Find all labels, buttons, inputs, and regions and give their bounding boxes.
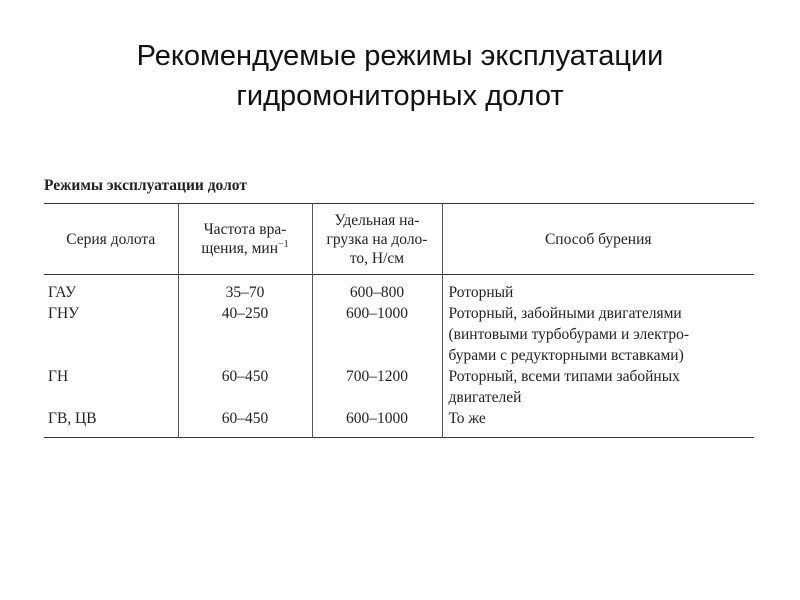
cell-series: ГАУ xyxy=(48,284,77,301)
cell-method xyxy=(442,275,754,304)
cell-method xyxy=(442,366,754,408)
table-body xyxy=(44,275,754,438)
cell-series: ГН xyxy=(48,368,69,385)
cell-method-line: То же xyxy=(448,410,486,427)
cell-load: 600–1000 xyxy=(312,303,442,366)
table-header xyxy=(44,204,754,275)
header-load-line-3: то, Н/см xyxy=(349,249,405,267)
cell-rotation: 40–250 xyxy=(178,303,312,366)
table-row xyxy=(44,366,754,408)
table-row xyxy=(44,408,754,438)
header-series-label: Серия долота xyxy=(66,230,156,248)
header-load-line-2: грузка на доло- xyxy=(326,230,428,248)
header-load xyxy=(312,204,442,275)
header-rotation xyxy=(178,204,312,275)
header-load-line-1: Удельная на- xyxy=(334,211,420,229)
cell-method-line: (винтовыми турбобурами и электро- xyxy=(448,326,690,343)
cell-method-line: Роторный, забойными двигателями xyxy=(448,305,682,322)
cell-load: 700–1200 xyxy=(312,366,442,408)
header-method xyxy=(442,204,754,275)
cell-method-line: бурами с редукторными вставками) xyxy=(448,347,684,364)
cell-series: ГНУ xyxy=(48,305,80,322)
cell-load: 600–800 xyxy=(312,275,442,304)
header-rotation-unit-exponent: −1 xyxy=(278,238,289,250)
table-header-row xyxy=(44,204,754,275)
cell-rotation: 60–450 xyxy=(178,366,312,408)
cell-method xyxy=(442,408,754,438)
header-rotation-line-2: щения, мин xyxy=(201,240,279,257)
header-method-label: Способ бурения xyxy=(544,230,652,248)
cell-method-line: двигателей xyxy=(448,389,522,406)
slide-title-line-1: Рекомендуемые режимы эксплуатации xyxy=(136,40,664,72)
table-caption: Режимы эксплуатации долот xyxy=(44,177,247,194)
header-series xyxy=(44,204,178,275)
table-row xyxy=(44,275,754,304)
cell-load: 600–1000 xyxy=(312,408,442,438)
cell-series: ГВ, ЦВ xyxy=(48,410,97,427)
cell-method xyxy=(442,303,754,366)
cell-method-line: Роторный, всеми типами забойных xyxy=(448,368,680,385)
cell-rotation: 60–450 xyxy=(178,408,312,438)
slide-title-line-2: гидромониторных долот xyxy=(236,80,564,112)
cell-rotation: 35–70 xyxy=(178,275,312,304)
header-rotation-line-1: Частота вра- xyxy=(203,221,287,238)
table-row xyxy=(44,303,754,366)
slide-title xyxy=(0,36,800,116)
operating-modes-table xyxy=(44,203,754,438)
cell-method-line: Роторный xyxy=(448,284,514,301)
